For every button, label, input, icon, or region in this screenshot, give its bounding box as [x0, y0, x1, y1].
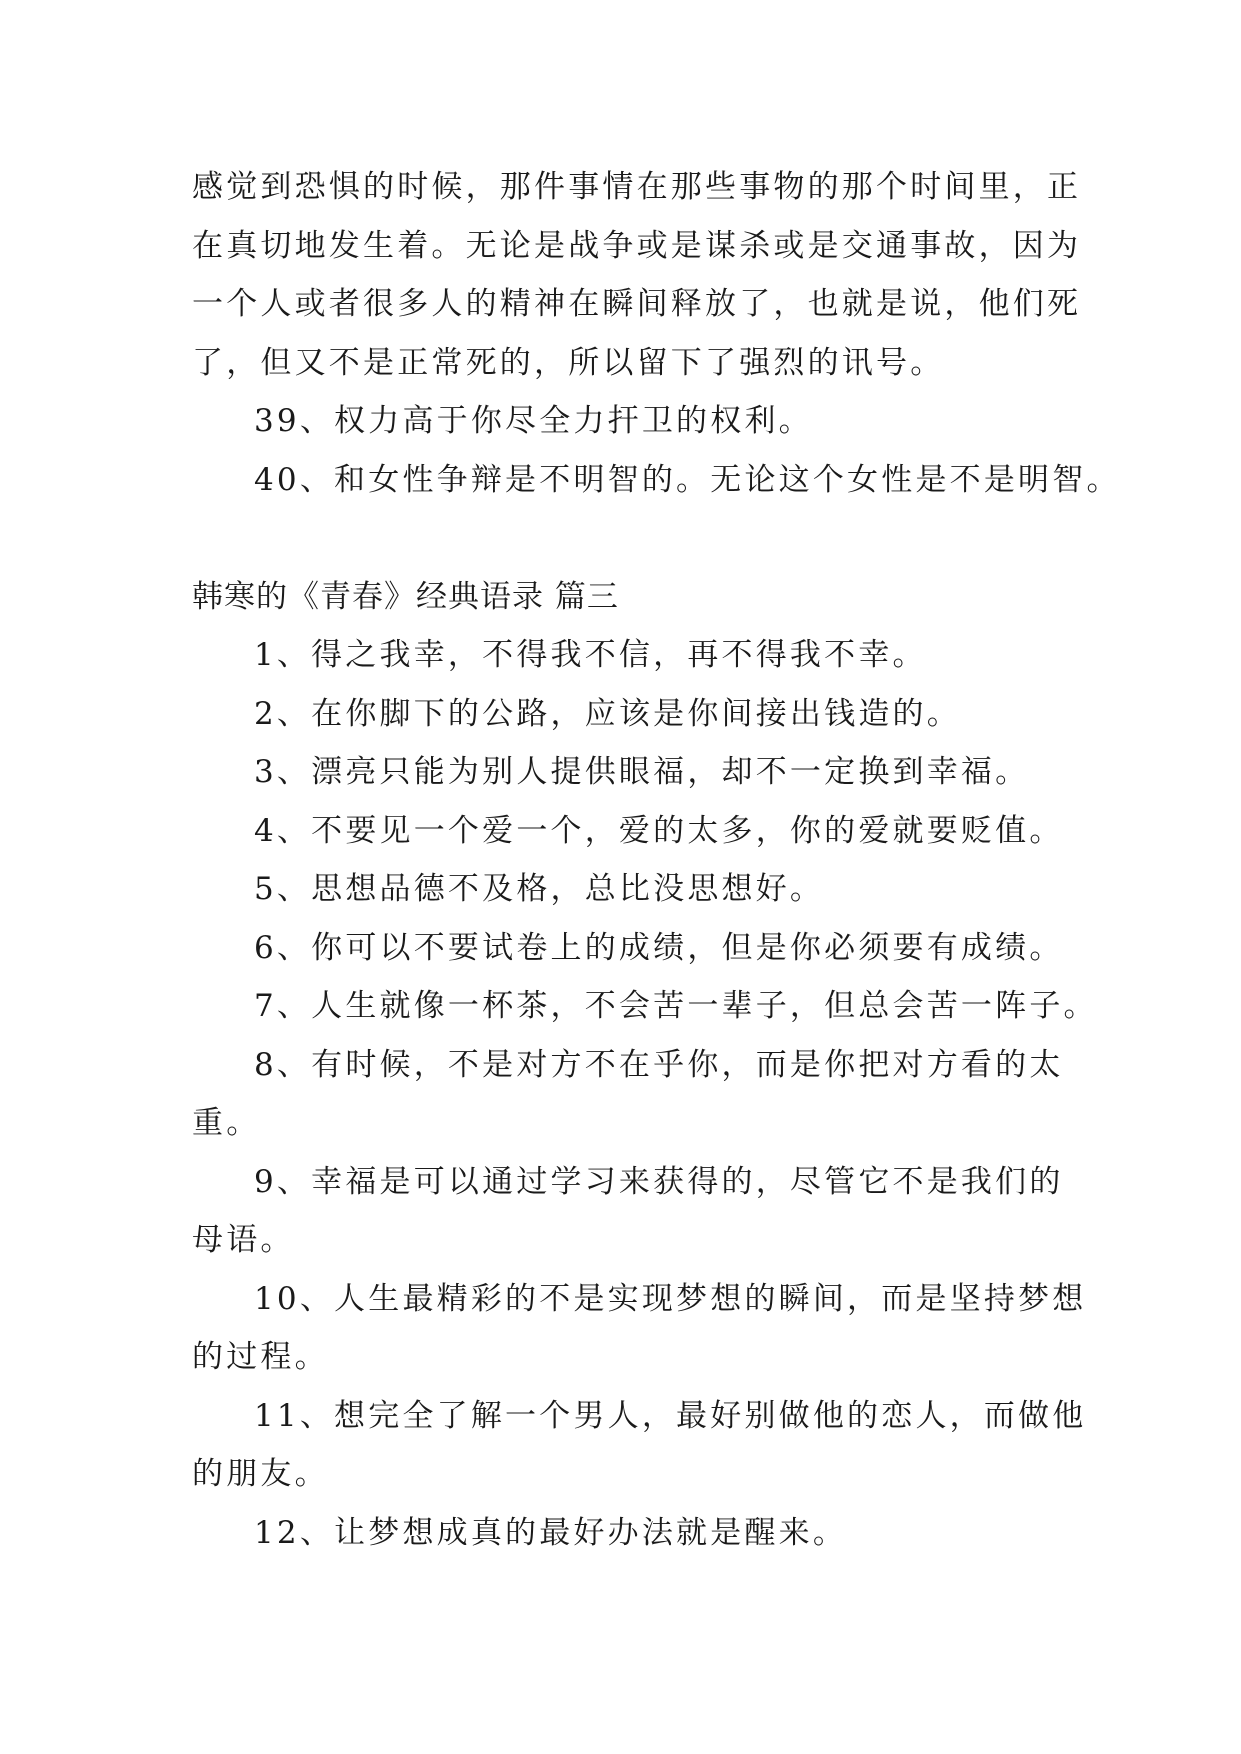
quote-item: 3、漂亮只能为别人提供眼福，却不一定换到幸福。: [254, 754, 1030, 790]
blank-line: [192, 509, 1062, 568]
quote-item: 10、人生最精彩的不是实现梦想的瞬间，而是坚持梦想: [254, 1280, 1087, 1317]
quote-item: 8、有时候，不是对方不在乎你，而是你把对方看的太: [254, 1046, 1064, 1083]
quote-item: 7、人生就像一杯茶，不会苦一辈子，但总会苦一阵子。: [254, 988, 1098, 1024]
quote-item: 12、让梦想成真的最好办法就是醒来。: [254, 1514, 848, 1551]
quote-item-continuation: 的过程。: [192, 1339, 329, 1375]
quote-item-continuation: 母语。: [192, 1222, 295, 1258]
quote-item: 1、得之我幸，不得我不信，再不得我不幸。: [254, 637, 927, 673]
quote-item: 4、不要见一个爱一个，爱的太多，你的爱就要贬值。: [254, 812, 1064, 849]
quote-item-39: 39、权力高于你尽全力扞卫的权利。: [254, 403, 813, 439]
paragraph-line: 一个人或者很多人的精神在瞬间释放了，也就是说，他们死: [192, 286, 1082, 322]
quote-item: 11、想完全了解一个男人，最好别做他的恋人，而做他: [254, 1397, 1087, 1434]
document-body: [192, 158, 1121, 1562]
paragraph-line: 了，但又不是正常死的，所以留下了强烈的讯号。: [192, 344, 945, 381]
quote-item-continuation: 的朋友。: [192, 1456, 329, 1492]
paragraph-line: 在真切地发生着。无论是战争或是谋杀或是交通事故，因为: [192, 227, 1082, 264]
quote-item: 9、幸福是可以通过学习来获得的，尽管它不是我们的: [254, 1163, 1064, 1200]
quote-item: 2、在你脚下的公路，应该是你间接出钱造的。: [254, 695, 961, 732]
quote-item-40: 40、和女性争辩是不明智的。无论这个女性是不是明智。: [254, 461, 1121, 498]
quote-item: 6、你可以不要试卷上的成绩，但是你必须要有成绩。: [254, 929, 1064, 966]
paragraph-line: 感觉到恐惧的时候，那件事情在那些事物的那个时间里，正: [192, 169, 1082, 205]
section-title: 韩寒的《青春》经典语录 篇三: [192, 578, 619, 615]
quote-item: 5、思想品德不及格，总比没思想好。: [254, 871, 825, 907]
quote-item-continuation: 重。: [192, 1105, 261, 1141]
